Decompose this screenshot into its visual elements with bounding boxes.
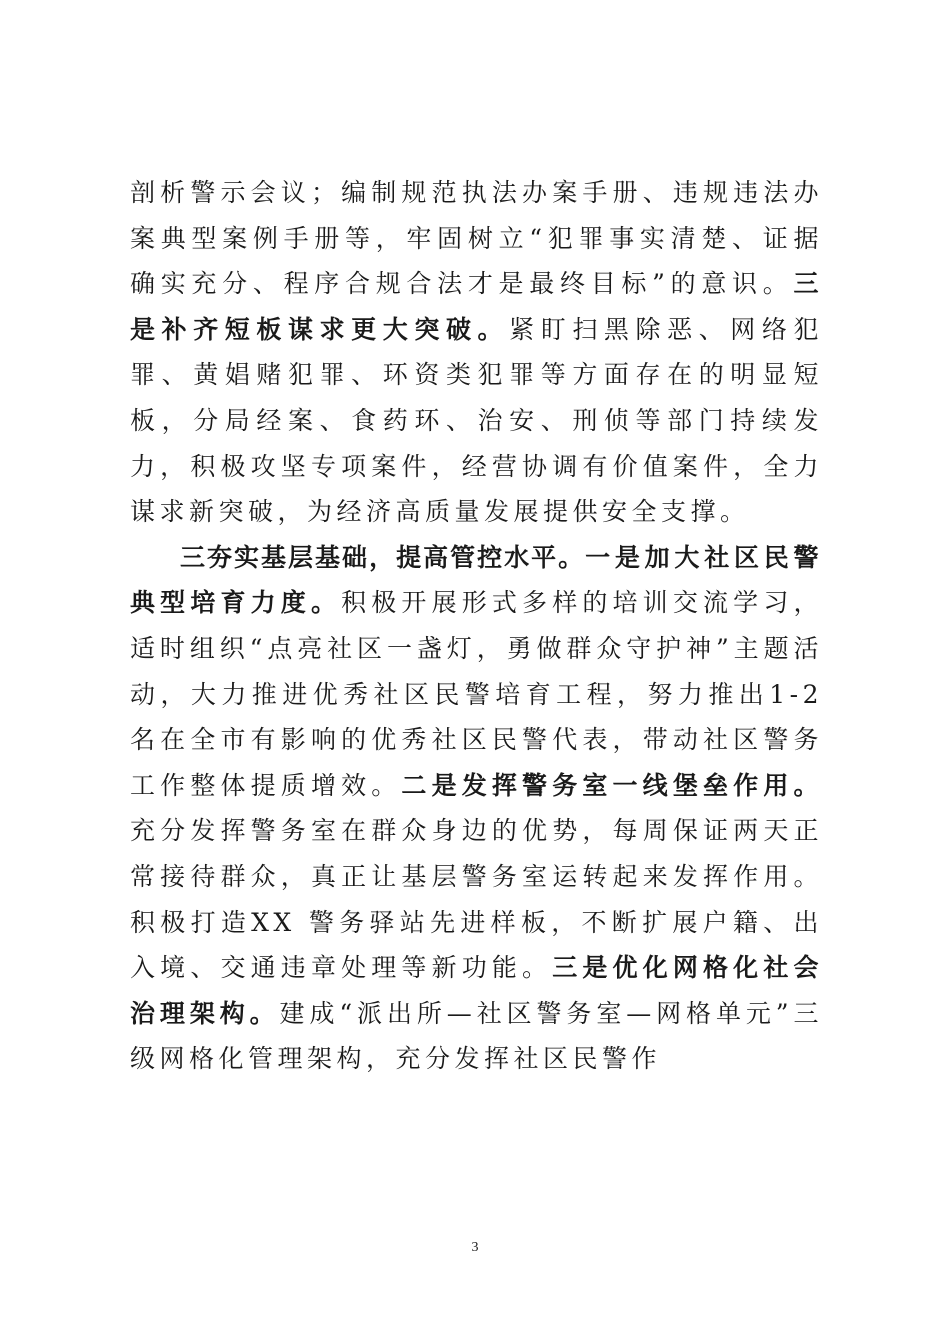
paragraph-2-bold-run-1: 一是加大社区民警典型培育力度。 — [130, 542, 823, 618]
paragraph-1-run-3: 紧盯扫黑除恶、网络犯罪、黄娼赌犯罪、环资类犯罪等方面存在的明显短板，分局经案、食药环、治安、刑侦等部门持续发力，积极攻坚专项案件，经营协调有价值案件，全力谋求新突破，为经济高质量发展提供安全支撑。 — [130, 314, 823, 527]
section-heading: 三夯实基层基础，提高管控水平。 — [180, 542, 586, 572]
paragraph-1-bold-run: 三是补齐短板谋求更大突破。 — [130, 269, 823, 344]
paragraph-2-bold-run-2: 二是发挥警务室一线堡垒作用。 — [401, 770, 823, 800]
paragraph-2-bold-run-3: 三是优化网格化社会治理架构。 — [130, 953, 823, 1028]
body-text — [130, 170, 823, 1082]
paragraph-2 — [130, 535, 823, 1082]
paragraph-1 — [130, 170, 823, 535]
paragraph-1-run-1: 剖析警示会议；编制规范执法办案手册、违规违法办案典型案例手册等，牢固树立“犯罪事实清楚、证据确实充分、程序合规合法才是最终目标”的意识。 — [130, 178, 823, 299]
page-number: 3 — [471, 1240, 479, 1255]
paragraph-2-run-6: 建成“派出所—社区警务室—网格单元”三级网格化管理架构，充分发挥社区民警作 — [130, 998, 823, 1074]
paragraph-2-run-4: 充分发挥警务室在群众身边的优势，每周保证两天正常接待群众，真正让基层警务室运转起来发挥作用。积极打造XX 警务驿站先进样板，不断扩展户籍、出入境、交通违章处理等新功能。 — [130, 816, 823, 983]
paragraph-2-run-2: 积极开展形式多样的培训交流学习，适时组织“点亮社区一盏灯，勇做群众守护神”主题活动，大力推进优秀社区民警培育工程，努力推出1-2 名在全市有影响的优秀社区民警代表，带动社区警务工作整体提质增效。 — [130, 588, 823, 800]
